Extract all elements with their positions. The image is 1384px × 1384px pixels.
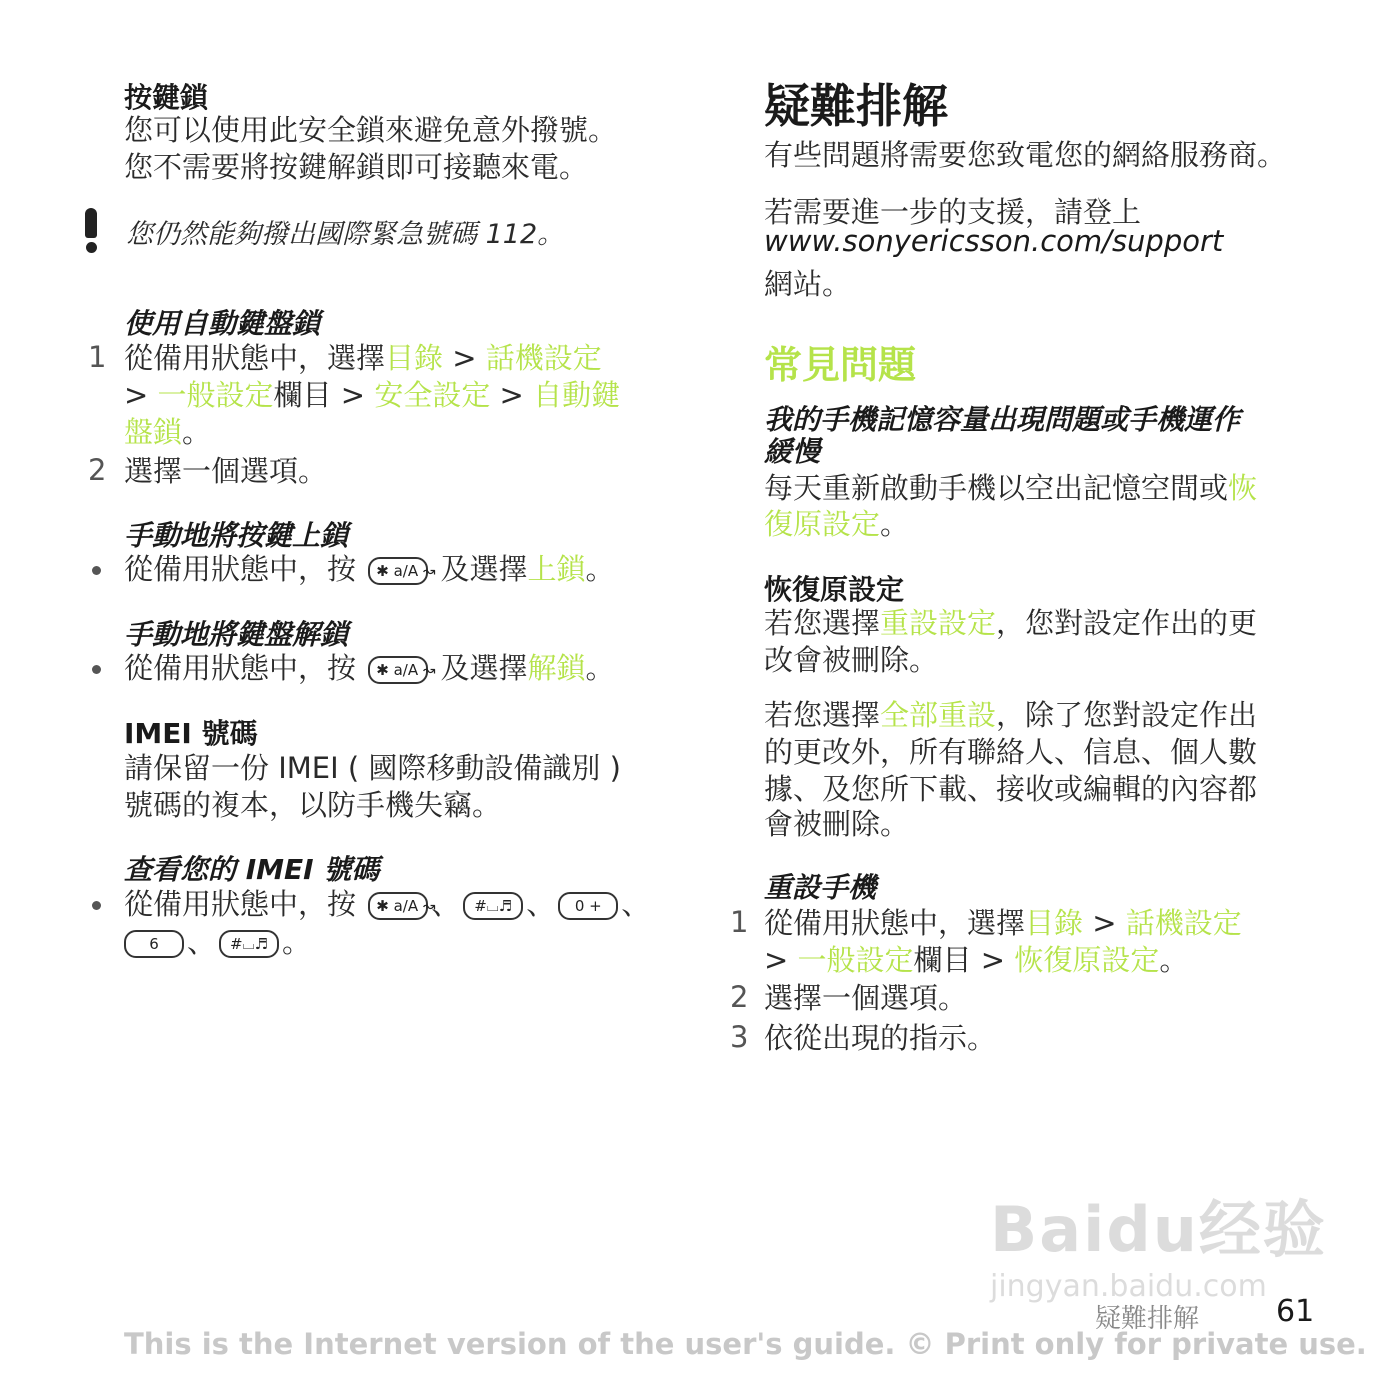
phone-settings-link[interactable]: 話機設定	[1125, 906, 1242, 940]
auto-lock-step1-line2	[124, 377, 620, 414]
separator: >	[1092, 906, 1117, 940]
comma: 、	[526, 887, 556, 921]
reset-settings-link[interactable]: 重設設定	[880, 606, 997, 640]
support-text-line3: 網站。	[764, 267, 852, 301]
footer-notice: This is the Internet version of the user's guide. © Print only for private use.	[124, 1327, 1367, 1361]
star-key-icon: ✱ a/A ↝	[368, 892, 428, 920]
unlock-heading: 手動地將鍵盤解鎖	[124, 618, 349, 651]
check-imei-heading: 查看您的 IMEI 號碼	[124, 853, 380, 886]
bullet-icon	[92, 665, 101, 674]
comma: 、	[431, 887, 461, 921]
q1-heading-line1: 我的手機記憶容量出現問題或手機運作	[764, 403, 1241, 436]
auto-lock-heading: 使用自動鍵盤鎖	[124, 307, 321, 340]
security-settings-link[interactable]: 安全設定	[374, 378, 491, 412]
step-text: 從備用狀態中，按	[124, 651, 357, 685]
imei-text-line2: 號碼的複本，以防手機失竊。	[124, 788, 502, 822]
step-number: 1	[88, 340, 107, 374]
period: 。	[585, 651, 615, 685]
faq-heading: 常見問題	[764, 343, 917, 387]
auto-lock-step1-line1	[124, 340, 602, 377]
six-key-icon: 6	[124, 930, 184, 958]
warning-note: 您仍然能夠撥出國際緊急號碼 112。	[126, 219, 565, 250]
period: 。	[1159, 943, 1189, 977]
restore-text: 若您選擇	[764, 698, 881, 732]
q1-heading-line2: 緩慢	[764, 435, 821, 468]
step-text: 從備用狀態中，按	[124, 552, 357, 586]
step-text: 從備用狀態中，選擇	[124, 341, 386, 375]
period: 。	[585, 552, 615, 586]
bullet-icon	[92, 901, 101, 910]
auto-lock-step1-line3	[124, 414, 211, 451]
general-settings-link[interactable]: 一般設定	[157, 378, 274, 412]
reset-step1-line1	[764, 905, 1242, 942]
q1-text-line2	[764, 506, 909, 543]
warning-icon	[84, 208, 98, 253]
keylock-text-line1: 您可以使用此安全鎖來避免意外撥號。	[124, 113, 618, 147]
reset-phone-heading: 重設手機	[764, 871, 877, 904]
q1-text-line1	[764, 470, 1257, 507]
step-text: 從備用狀態中，按	[124, 887, 357, 921]
reset-step3: 依從出現的指示。	[764, 1021, 997, 1055]
restore-settings-link[interactable]: 恢復原設定	[1014, 943, 1160, 977]
hash-key-icon: #⌴♬	[463, 892, 523, 920]
imei-heading: IMEI 號碼	[124, 717, 258, 750]
tab-label: 欄目	[273, 378, 332, 412]
restore-p1-line1	[764, 605, 1257, 642]
lock-step	[124, 551, 615, 588]
bullet-icon	[92, 566, 101, 575]
hash-key-icon: #⌴♬	[219, 930, 279, 958]
check-imei-step-line2	[124, 924, 311, 961]
support-url[interactable]: www.sonyericsson.com/support	[764, 224, 1224, 258]
tab-label: 欄目	[913, 943, 972, 977]
auto-lock-step2: 選擇一個選項。	[124, 454, 328, 488]
unlock-step	[124, 650, 615, 687]
page-number: 61	[1276, 1294, 1315, 1329]
step-text: 及選擇	[440, 651, 528, 685]
separator: >	[499, 378, 524, 412]
page-title: 疑難排解	[764, 79, 948, 133]
keylock-text-line2: 您不需要將按鍵解鎖即可接聽來電。	[124, 150, 589, 184]
unlock-option-link[interactable]: 解鎖	[527, 651, 586, 685]
menu-link[interactable]: 目錄	[385, 341, 444, 375]
period: 。	[182, 415, 212, 449]
separator: >	[980, 943, 1006, 977]
step-number: 1	[730, 905, 749, 939]
reset-all-link[interactable]: 全部重設	[880, 698, 997, 732]
check-imei-step-line1	[124, 886, 650, 923]
separator: >	[340, 378, 366, 412]
restore-link-a[interactable]: 恢	[1228, 471, 1258, 505]
restore-heading: 恢復原設定	[764, 573, 905, 606]
separator: >	[124, 378, 149, 412]
step-text: 從備用狀態中，選擇	[764, 906, 1026, 940]
zero-key-icon: 0 +	[558, 892, 618, 920]
step-number: 3	[730, 1020, 749, 1054]
step-text: 及選擇	[440, 552, 528, 586]
reset-step2: 選擇一個選項。	[764, 981, 968, 1015]
watermark-brand: Baidu经验	[990, 1193, 1327, 1266]
step-number: 2	[88, 453, 107, 487]
restore-text: ，除了您對設定作出	[996, 698, 1258, 732]
restore-text: 若您選擇	[764, 606, 881, 640]
restore-p2-line3: 據、及您所下載、接收或編輯的內容都	[764, 772, 1258, 806]
star-key-icon: ✱ a/A ↝	[368, 656, 428, 684]
running-head: 疑難排解	[1095, 1304, 1200, 1334]
support-text-line1: 若需要進一步的支援，請登上	[764, 195, 1142, 229]
restore-p2-line2: 的更改外，所有聯絡人、信息、個人數	[764, 735, 1258, 769]
comma: 、	[187, 925, 217, 959]
general-settings-link[interactable]: 一般設定	[797, 943, 914, 977]
imei-text-line1: 請保留一份 IMEI ( 國際移動設備識別 )	[124, 751, 621, 785]
separator: >	[764, 943, 789, 977]
intro-text: 有些問題將需要您致電您的網絡服務商。	[764, 138, 1287, 172]
keylock-heading: 按鍵鎖	[124, 81, 209, 114]
baidu-watermark	[990, 1180, 1327, 1304]
comma: 、	[621, 887, 651, 921]
reset-step1-line2	[764, 942, 1188, 979]
period: 。	[880, 507, 910, 541]
lock-option-link[interactable]: 上鎖	[527, 552, 586, 586]
auto-keylock-link-b[interactable]: 盤鎖	[124, 415, 183, 449]
auto-keylock-link-a[interactable]: 自動鍵	[533, 378, 621, 412]
restore-text: ，您對設定作出的更	[996, 606, 1258, 640]
restore-p1-line2: 改會被刪除。	[764, 643, 939, 677]
lock-heading: 手動地將按鍵上鎖	[124, 519, 349, 552]
restore-p2-line4: 會被刪除。	[764, 807, 910, 841]
phone-settings-link[interactable]: 話機設定	[485, 341, 602, 375]
q1-text: 每天重新啟動手機以空出記憶空間或	[764, 471, 1229, 505]
separator: >	[452, 341, 477, 375]
watermark-url: jingyan.baidu.com	[990, 1269, 1267, 1304]
step-number: 2	[730, 980, 749, 1014]
menu-link[interactable]: 目錄	[1025, 906, 1084, 940]
restore-link-b[interactable]: 復原設定	[764, 507, 881, 541]
star-key-icon: ✱ a/A ↝	[368, 557, 428, 585]
restore-p2-line1	[764, 697, 1257, 734]
period: 。	[282, 925, 312, 959]
